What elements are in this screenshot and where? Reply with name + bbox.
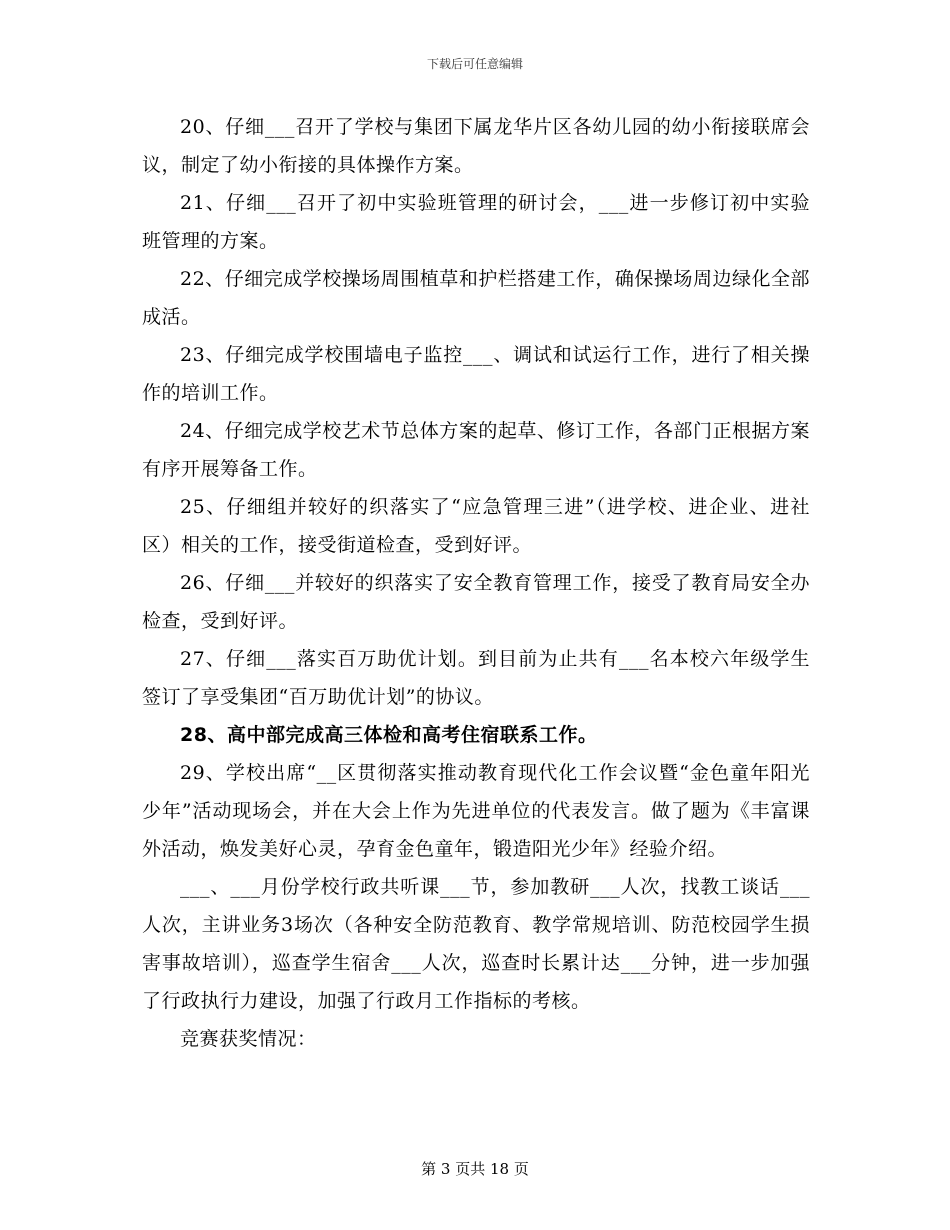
paragraph-25: 25、仔细组并较好的织落实了“应急管理三进”（进学校、进企业、进社区）相关的工作，接受街道检查，受到好评。 bbox=[142, 496, 810, 556]
paragraph-27: 27、仔细___落实百万助优计划。到目前为止共有___名本校六年级学生签订了享受集团“百万助优计划”的协议。 bbox=[142, 648, 810, 708]
page-header: 下载后可任意编辑 bbox=[426, 57, 523, 71]
paragraph-23: 23、仔细完成学校围墙电子监控___、调试和试运行工作，进行了相关操作的培训工作。 bbox=[142, 344, 810, 404]
paragraph-21: 21、仔细___召开了初中实验班管理的研讨会，___进一步修订初中实验班管理的方案。 bbox=[142, 192, 810, 252]
paragraph-awards-heading: 竞赛获奖情况： bbox=[180, 1028, 317, 1050]
paragraph-26: 26、仔细___并较好的织落实了安全教育管理工作，接受了教育局安全办检查，受到好评。 bbox=[142, 572, 810, 632]
page-footer: 第 3 页共 18 页 bbox=[421, 1160, 529, 1178]
paragraph-28-bold: 28、高中部完成高三体检和高考住宿联系工作。 bbox=[180, 724, 598, 746]
paragraph-22: 22、仔细完成学校操场周围植草和护栏搭建工作，确保操场周边绿化全部成活。 bbox=[142, 268, 810, 328]
document-body bbox=[142, 108, 810, 1058]
paragraph-24: 24、仔细完成学校艺术节总体方案的起草、修订工作，各部门正根据方案有序开展筹备工作。 bbox=[142, 420, 810, 480]
paragraph-29: 29、学校出席“__区贯彻落实推动教育现代化工作会议暨“金色童年阳光少年”活动现场会，并在大会上作为先进单位的代表发言。做了题为《丰富课外活动，焕发美好心灵，孕育金色童年，锻造阳光少年》经验介绍。 bbox=[142, 762, 810, 860]
paragraph-20: 20、仔细___召开了学校与集团下属龙华片区各幼儿园的幼小衔接联席会议，制定了幼小衔接的具体操作方案。 bbox=[142, 116, 810, 176]
paragraph-monthly-stats: ___、___月份学校行政共听课___节，参加教研___人次，找教工谈话___人次，主讲业务3场次（各种安全防范教育、教学常规培训、防范校园学生损害事故培训），巡查学生宿舍___人次，巡查时长累计达___分钟，进一步加强了行政执行力建设，加强了行政月工作指标的考核。 bbox=[142, 876, 810, 1012]
